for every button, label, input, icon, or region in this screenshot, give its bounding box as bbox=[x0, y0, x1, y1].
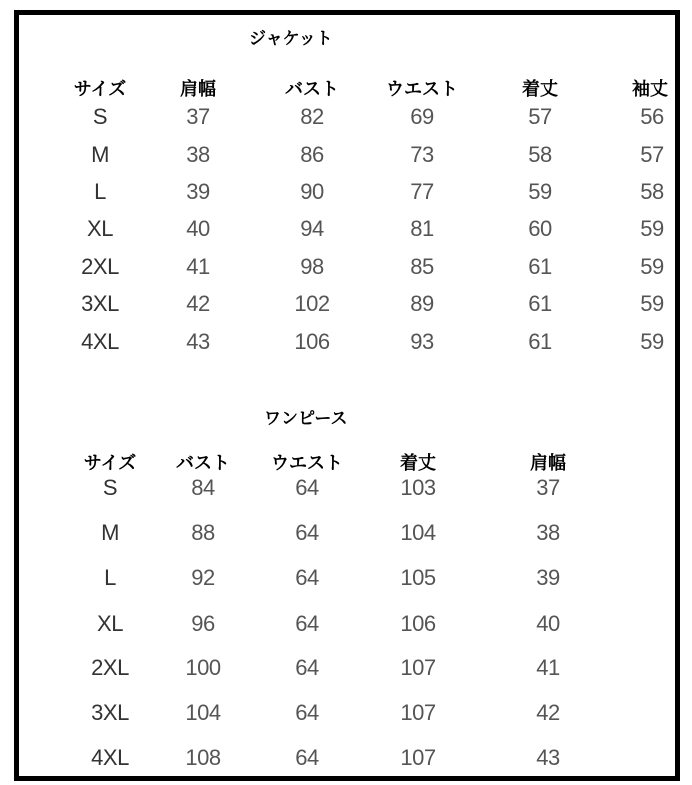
jacket-header-1: 肩幅 bbox=[180, 79, 216, 100]
dress-cell: 107 bbox=[400, 655, 436, 680]
jacket-size-label: 3XL bbox=[81, 291, 119, 316]
dress-cell: 64 bbox=[295, 611, 319, 636]
dress-cell: 38 bbox=[536, 520, 560, 545]
jacket-cell: 39 bbox=[186, 179, 210, 204]
jacket-cell: 81 bbox=[410, 216, 434, 241]
dress-size-label: 4XL bbox=[91, 745, 129, 770]
dress-header-3: 着丈 bbox=[400, 453, 436, 474]
jacket-title: ジャケット bbox=[249, 29, 333, 49]
dress-cell: 103 bbox=[400, 475, 436, 500]
jacket-cell: 58 bbox=[640, 179, 664, 204]
jacket-cell: 60 bbox=[528, 216, 552, 241]
jacket-cell: 42 bbox=[186, 291, 210, 316]
jacket-cell: 38 bbox=[186, 142, 210, 167]
dress-cell: 104 bbox=[400, 520, 436, 545]
jacket-cell: 86 bbox=[300, 142, 324, 167]
jacket-cell: 41 bbox=[186, 254, 210, 279]
dress-cell: 64 bbox=[295, 745, 319, 770]
dress-header-4: 肩幅 bbox=[530, 453, 566, 474]
jacket-size-label: M bbox=[91, 142, 109, 167]
dress-cell: 92 bbox=[191, 565, 215, 590]
dress-cell: 64 bbox=[295, 475, 319, 500]
dress-cell: 64 bbox=[295, 520, 319, 545]
dress-cell: 37 bbox=[536, 475, 560, 500]
jacket-header-4: 着丈 bbox=[522, 79, 558, 100]
dress-cell: 84 bbox=[191, 475, 215, 500]
dress-size-label: 2XL bbox=[91, 655, 129, 680]
dress-cell: 100 bbox=[185, 655, 221, 680]
jacket-cell: 73 bbox=[410, 142, 434, 167]
jacket-cell: 40 bbox=[186, 216, 210, 241]
jacket-cell: 102 bbox=[294, 291, 330, 316]
dress-size-label: L bbox=[104, 565, 116, 590]
dress-cell: 42 bbox=[536, 700, 560, 725]
jacket-size-label: S bbox=[92, 104, 108, 129]
jacket-cell: 69 bbox=[410, 104, 434, 129]
dress-header-0: サイズ bbox=[83, 453, 137, 474]
dress-header-1: バスト bbox=[176, 453, 230, 474]
dress-cell: 43 bbox=[536, 745, 560, 770]
jacket-cell: 58 bbox=[528, 142, 552, 167]
dress-cell: 107 bbox=[400, 745, 436, 770]
jacket-size-label: L bbox=[94, 179, 106, 204]
dress-cell: 64 bbox=[295, 700, 319, 725]
dress-cell: 88 bbox=[191, 520, 215, 545]
jacket-header-5: 袖丈 bbox=[632, 79, 668, 100]
jacket-cell: 59 bbox=[640, 254, 664, 279]
dress-cell: 107 bbox=[400, 700, 436, 725]
dress-cell: 39 bbox=[536, 565, 560, 590]
jacket-cell: 90 bbox=[300, 179, 324, 204]
jacket-cell: 85 bbox=[410, 254, 434, 279]
jacket-cell: 77 bbox=[410, 179, 434, 204]
dress-cell: 40 bbox=[536, 611, 560, 636]
jacket-cell: 82 bbox=[300, 104, 324, 129]
dress-cell: 104 bbox=[185, 700, 221, 725]
dress-cell: 105 bbox=[400, 565, 436, 590]
jacket-cell: 61 bbox=[528, 329, 552, 354]
jacket-cell: 56 bbox=[640, 104, 664, 129]
dress-size-label: M bbox=[101, 520, 119, 545]
jacket-cell: 59 bbox=[640, 216, 664, 241]
jacket-cell: 94 bbox=[300, 216, 324, 241]
dress-title: ワンピース bbox=[264, 409, 348, 429]
jacket-cell: 43 bbox=[186, 329, 210, 354]
dress-cell: 106 bbox=[400, 611, 436, 636]
jacket-cell: 59 bbox=[640, 291, 664, 316]
jacket-header-3: ウエスト bbox=[386, 79, 458, 100]
dress-size-label: S bbox=[102, 475, 118, 500]
dress-header-2: ウエスト bbox=[271, 453, 343, 474]
jacket-cell: 57 bbox=[640, 142, 664, 167]
dress-cell: 41 bbox=[536, 655, 560, 680]
jacket-cell: 93 bbox=[410, 329, 434, 354]
jacket-cell: 57 bbox=[528, 104, 552, 129]
dress-size-label: XL bbox=[97, 611, 123, 636]
jacket-cell: 61 bbox=[528, 291, 552, 316]
jacket-size-label: 4XL bbox=[81, 329, 119, 354]
jacket-size-label: 2XL bbox=[81, 254, 119, 279]
jacket-cell: 89 bbox=[410, 291, 434, 316]
jacket-cell: 59 bbox=[528, 179, 552, 204]
jacket-cell: 59 bbox=[640, 329, 664, 354]
dress-size-label: 3XL bbox=[91, 700, 129, 725]
jacket-header-2: バスト bbox=[285, 79, 339, 100]
dress-cell: 108 bbox=[185, 745, 221, 770]
jacket-cell: 61 bbox=[528, 254, 552, 279]
dress-cell: 64 bbox=[295, 655, 319, 680]
jacket-size-label: XL bbox=[87, 216, 113, 241]
dress-cell: 96 bbox=[191, 611, 215, 636]
jacket-cell: 37 bbox=[186, 104, 210, 129]
jacket-cell: 106 bbox=[294, 329, 330, 354]
jacket-cell: 98 bbox=[300, 254, 324, 279]
jacket-header-0: サイズ bbox=[73, 79, 127, 100]
dress-cell: 64 bbox=[295, 565, 319, 590]
